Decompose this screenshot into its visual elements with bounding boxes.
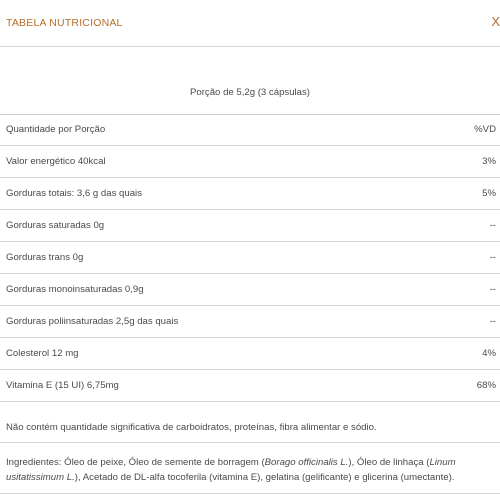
ingredients-part: ), Óleo de linhaça ( <box>348 457 430 468</box>
row-label: Colesterol 12 mg <box>6 348 79 359</box>
portion-text: Porção de 5,2g (3 cápsulas) <box>190 87 310 98</box>
portion-section <box>0 46 500 115</box>
table-row <box>0 178 500 210</box>
row-value: 3% <box>482 156 496 167</box>
divider <box>0 493 500 494</box>
table-row <box>0 338 500 370</box>
table-row <box>0 274 500 306</box>
row-value: -- <box>489 220 496 231</box>
ingredients-text <box>6 455 496 485</box>
row-label: Gorduras trans 0g <box>6 252 84 263</box>
ingredients-species: Borago officinalis L. <box>264 457 349 468</box>
ingredients-part: Ingredientes: Óleo de peixe, Óleo de semente de borragem ( <box>6 457 265 468</box>
row-value: -- <box>489 252 496 263</box>
row-label: Gorduras saturadas 0g <box>6 220 105 231</box>
row-value: 4% <box>482 348 496 359</box>
modal-header <box>0 0 500 47</box>
row-label: Gorduras totais: 3,6 g das quais <box>6 188 142 199</box>
row-label: Vitamina E (15 UI) 6,75mg <box>6 380 119 391</box>
table-row <box>0 370 500 402</box>
table-row <box>0 146 500 178</box>
row-value: -- <box>489 284 496 295</box>
row-value: -- <box>489 316 496 327</box>
nutrition-table <box>0 114 500 402</box>
table-row <box>0 210 500 242</box>
row-label: Gorduras poliinsaturadas 2,5g das quais <box>6 316 179 327</box>
row-value: 68% <box>476 380 496 391</box>
divider <box>0 442 500 443</box>
row-value: 5% <box>482 188 496 199</box>
ingredients-species: Linum usitatissimum L. <box>6 457 456 483</box>
row-label: Gorduras monoinsaturadas 0,9g <box>6 284 144 295</box>
table-row <box>0 306 500 338</box>
close-button[interactable]: X <box>491 14 500 29</box>
row-label: Quantidade por Porção <box>6 124 106 135</box>
row-value: %VD <box>474 124 496 135</box>
ingredients-part: ), Acetado de DL-alfa tocoferila (vitamina E), gelatina (gelificante) e glicerina (umectante). <box>74 472 455 483</box>
table-row <box>0 242 500 274</box>
table-row <box>0 114 500 146</box>
nutrition-note: Não contém quantidade significativa de carboidratos, proteínas, fibra alimentar e sódio. <box>6 422 377 433</box>
modal-title: TABELA NUTRICIONAL <box>6 17 123 29</box>
row-label: Valor energético 40kcal <box>6 156 106 167</box>
